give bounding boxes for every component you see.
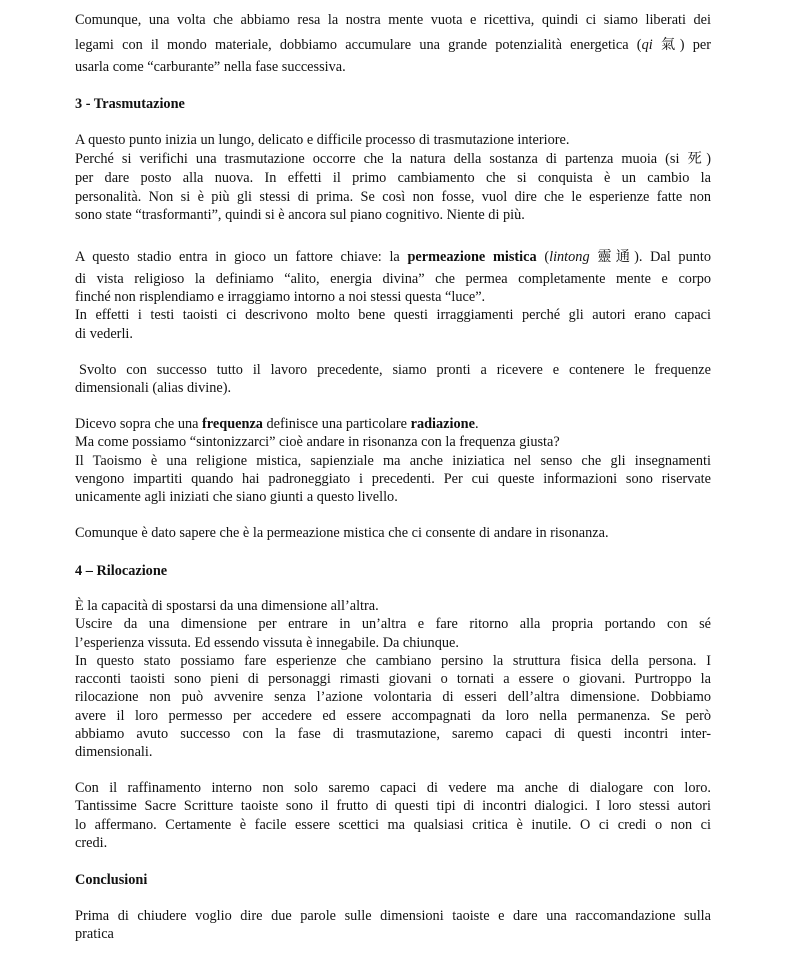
paragraph-line: Tantissime Sacre Scritture taoiste sono il frutto di questi tipi di incontri dialogici. I loro stessi autori <box>75 798 711 814</box>
paragraph-line: avere il loro permesso per accedere ed essere accompagnati da loro nella permanenza. Se però <box>75 708 711 724</box>
paragraph-line: sono state “trasformanti”, quindi si è ancora sul piano cognitivo. Niente di più. <box>75 207 525 223</box>
paragraph-line: Uscire da una dimensione per entrare in un’altra e fare ritorno alla propria portando con sé <box>75 616 711 632</box>
paragraph-line: per dare posto alla nuova. In effetti il primo cambiamento che si conquista è un cambio la <box>75 170 711 186</box>
italic-term: qi <box>641 37 653 53</box>
paragraph-line: vengono impartiti quando hai padroneggiato i precedenti. Per cui queste informazioni sono riservate <box>75 471 711 487</box>
paragraph-line: Dicevo sopra che una frequenza definisce una particolare radiazione. <box>75 416 479 432</box>
paragraph-line: Svolto con successo tutto il lavoro precedente, siamo pronti a ricevere e contenere le frequenze <box>79 362 711 378</box>
paragraph-line: In questo stato possiamo fare esperienze che cambiano persino la struttura fisica della persona. I <box>75 653 711 669</box>
paragraph-line: abbiamo avuto successo con la fase di trasmutazione, saremo capaci di questi incontri inter- <box>75 726 711 742</box>
paragraph-line: Con il raffinamento interno non solo saremo capaci di vedere ma anche di dialogare con loro. <box>75 780 711 796</box>
bold-term: radiazione <box>410 416 475 432</box>
section-heading: 4 – Rilocazione <box>75 563 168 579</box>
section-heading: 3 - Trasmutazione <box>75 96 185 112</box>
paragraph-line: Ma come possiamo “sintonizzarci” cioè andare in risonanza con la frequenza giusta? <box>75 434 560 450</box>
paragraph-line: finché non risplendiamo e irraggiamo intorno a noi stessi questa “luce”. <box>75 289 486 305</box>
paragraph-line: personalità. Non si è più gli stessi di prima. Se così non fosse, vuol dire che le esperienze fatte non <box>75 189 711 205</box>
paragraph-line: Comunque è dato sapere che è la permeazione mistica che ci consente di andare in risonanza. <box>75 525 609 541</box>
paragraph-line: legami con il mondo materiale, dobbiamo accumulare una grande potenzialità energetica (qi 氣) per <box>75 37 711 53</box>
paragraph-line: A questo stadio entra in gioco un fattore chiave: la permeazione mistica (lintong 靈通). Dal punto <box>75 249 711 265</box>
paragraph-line: credi. <box>75 835 108 851</box>
bold-term: frequenza <box>202 416 263 432</box>
paragraph-line: pratica <box>75 926 114 942</box>
paragraph-line: Comunque, una volta che abbiamo resa la nostra mente vuota e ricettiva, quindi ci siamo liberati dei <box>75 12 711 28</box>
paragraph-line: rilocazione non può avvenire senza l’azione volontaria di esseri dell’altra dimensione. Dobbiamo <box>75 689 711 705</box>
paragraph-line: In effetti i testi taoisti ci descrivono molto bene questi irraggiamenti perché gli autori erano capaci <box>75 307 711 323</box>
paragraph-line: unicamente agli iniziati che siano giunti a questo livello. <box>75 489 398 505</box>
paragraph-line: Prima di chiudere voglio dire due parole sulle dimensioni taoiste e dare una raccomandazione sulla <box>75 908 711 924</box>
paragraph-line: l’esperienza vissuta. Ed essendo vissuta è innegabile. Da chiunque. <box>75 635 459 651</box>
paragraph-line: A questo punto inizia un lungo, delicato e difficile processo di trasmutazione interiore. <box>75 132 570 148</box>
paragraph-line: di vederli. <box>75 326 133 342</box>
section-heading: Conclusioni <box>75 872 148 888</box>
paragraph-line: di vista religioso la definiamo “alito, energia divina” che permea completamente mente e corpo <box>75 271 711 287</box>
paragraph-line: Il Taoismo è una religione mistica, sapienziale ma anche iniziatica nel senso che gli insegnamenti <box>75 453 711 469</box>
italic-term: lintong <box>549 249 590 265</box>
paragraph-line: dimensionali (alias divine). <box>75 380 232 396</box>
paragraph-line: dimensionali. <box>75 744 153 760</box>
paragraph-line: Perché si verifichi una trasmutazione occorre che la natura della sostanza di partenza muoia (si 死) <box>75 151 711 167</box>
paragraph-line: racconti taoisti sono pieni di personaggi rimasti giovani o tornati a essere o giovani. Purtroppo la <box>75 671 711 687</box>
bold-term: permeazione mistica <box>407 249 537 265</box>
paragraph-line: lo affermano. Certamente è facile essere scettici ma qualsiasi critica è inutile. O ci credi o non ci <box>75 817 711 833</box>
paragraph-line: usarla come “carburante” nella fase successiva. <box>75 59 346 75</box>
paragraph-line: È la capacità di spostarsi da una dimensione all’altra. <box>75 598 379 614</box>
